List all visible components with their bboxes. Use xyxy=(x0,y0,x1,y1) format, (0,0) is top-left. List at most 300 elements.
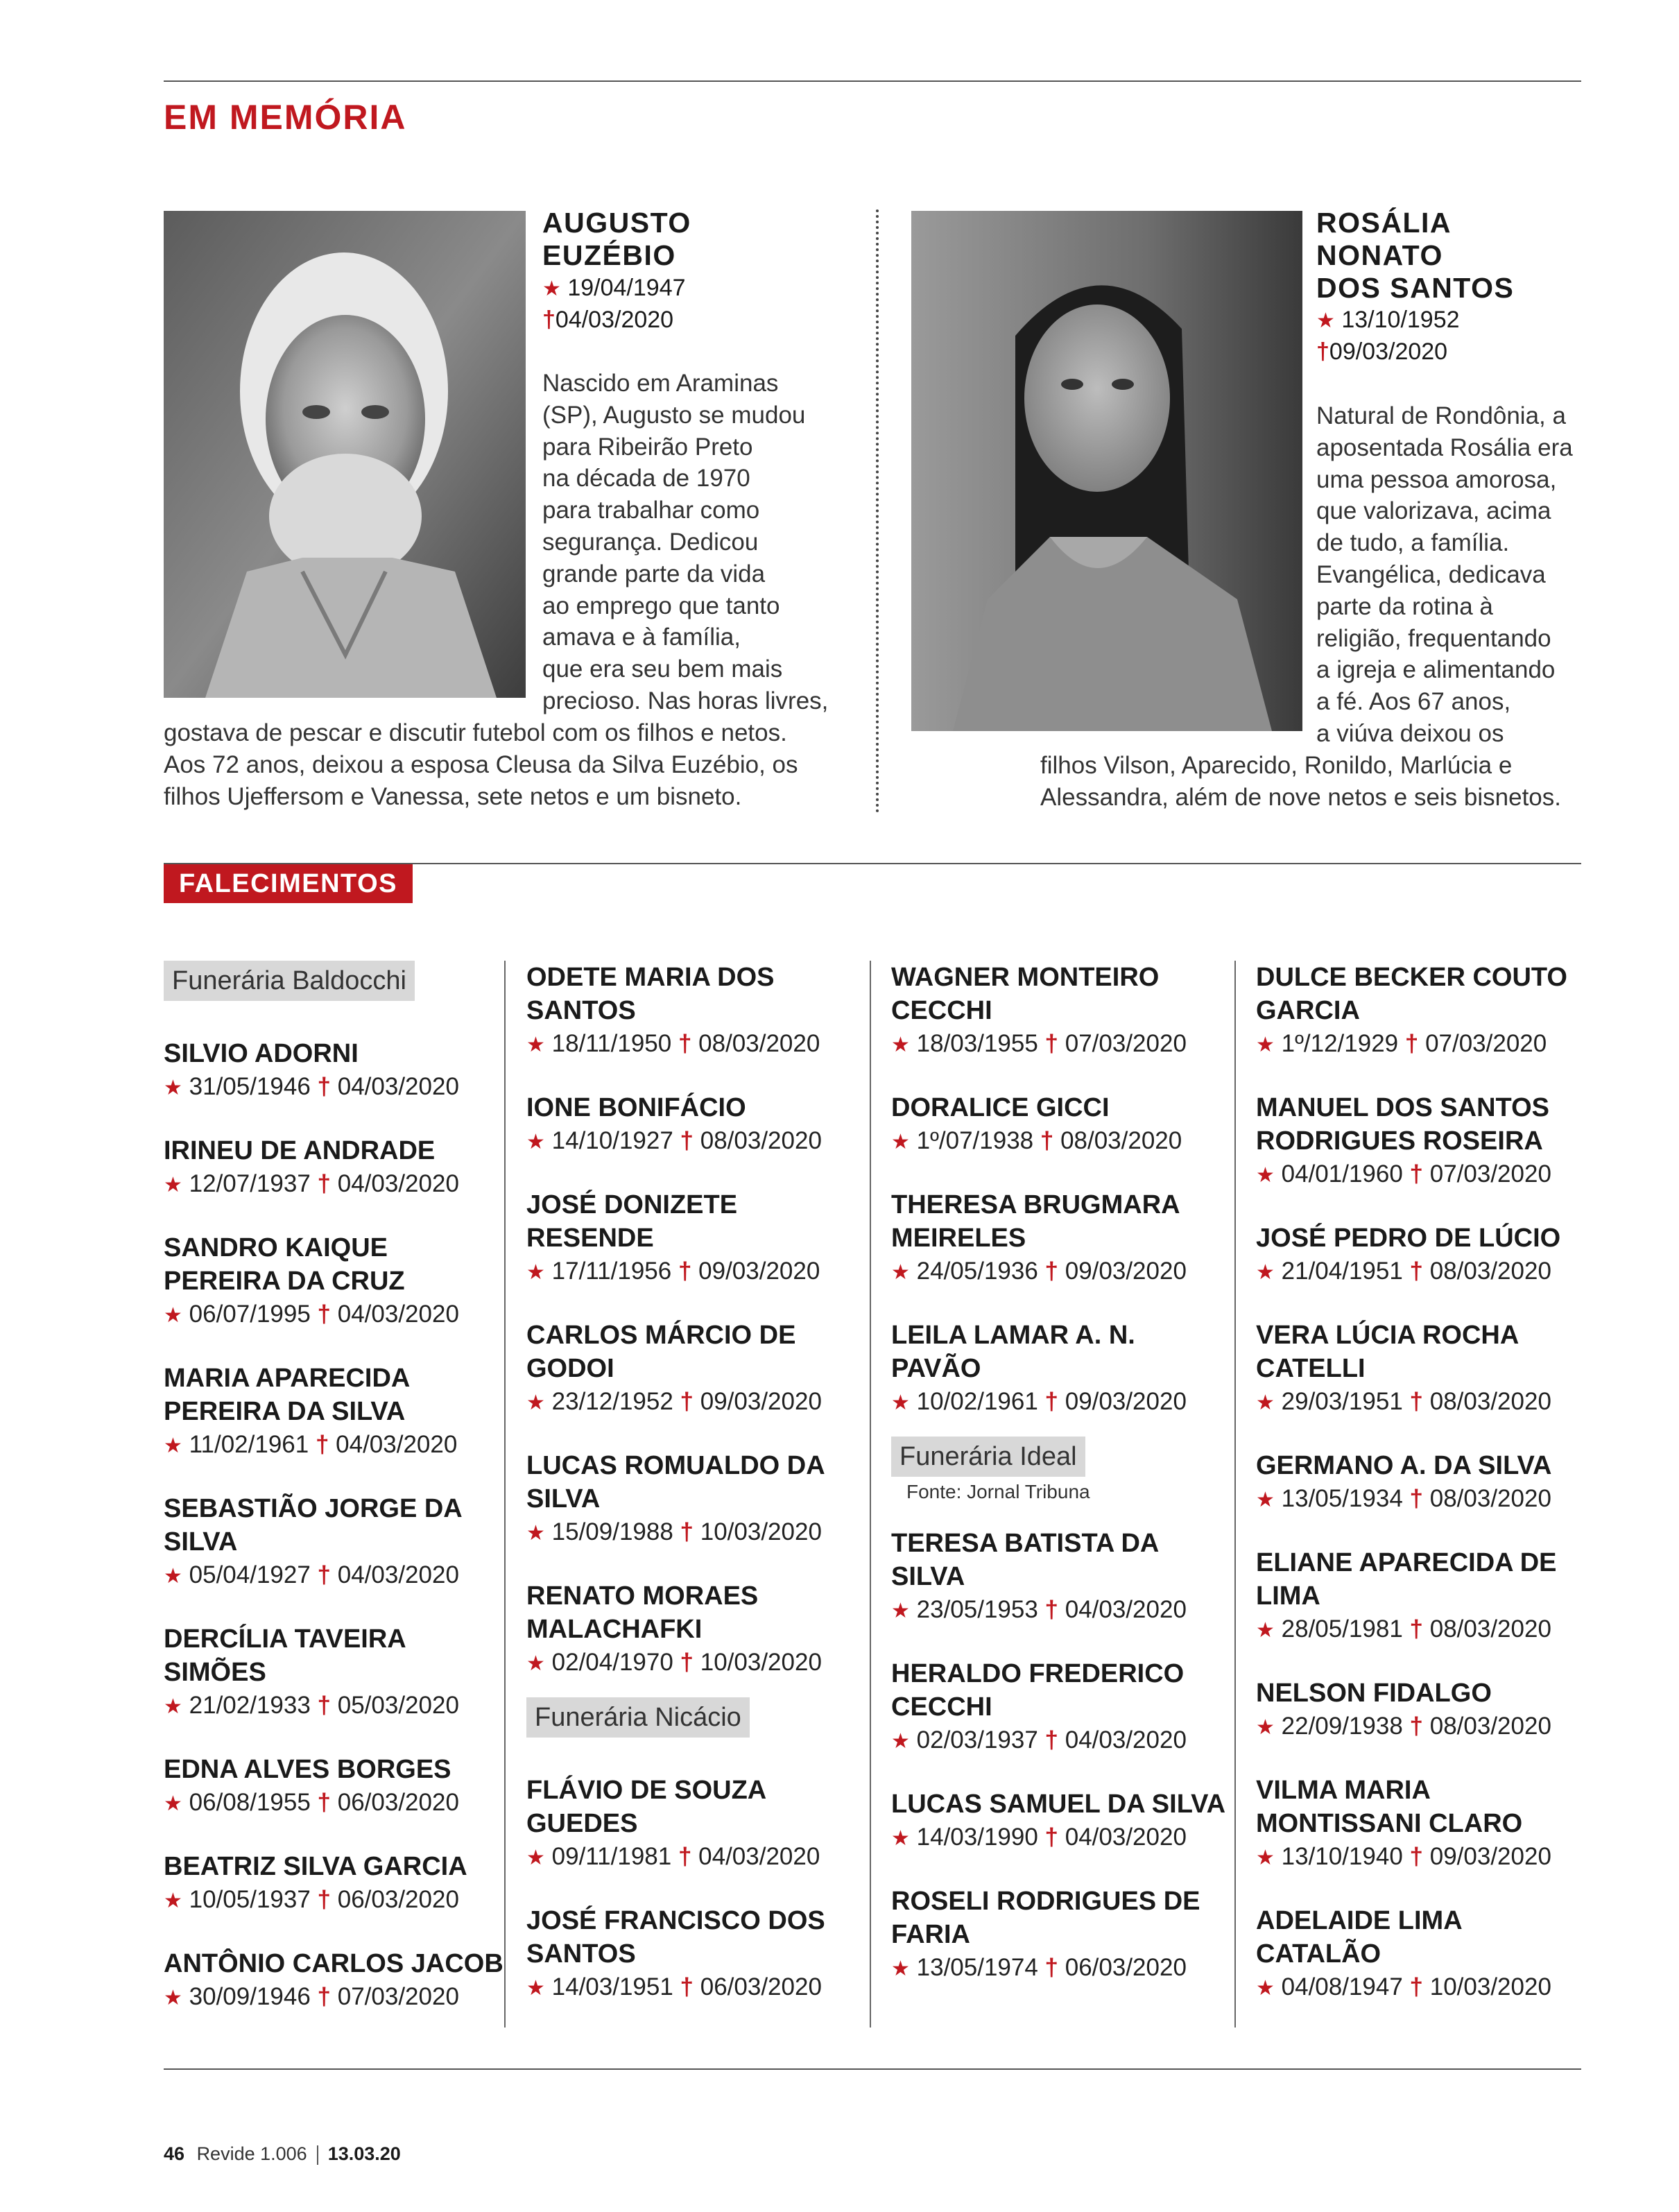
star-icon: ★ xyxy=(526,1131,545,1154)
death-notice xyxy=(1256,1904,1596,2005)
death-notice xyxy=(164,1362,503,1463)
star-icon: ★ xyxy=(164,1565,182,1588)
birth-date: 11/02/1961 xyxy=(189,1431,309,1458)
obituary-1-death-date: 04/03/2020 xyxy=(555,307,674,333)
dates xyxy=(891,1724,1231,1758)
cross-icon: † xyxy=(673,1518,700,1545)
dates xyxy=(891,1027,1231,1062)
falecimentos-column-4 xyxy=(1256,961,1596,2034)
death-notice xyxy=(526,1449,866,1550)
death-date: 04/03/2020 xyxy=(337,1301,459,1328)
deceased-name: HERALDO FREDERICO xyxy=(891,1659,1185,1688)
funeraria-label: Funerária Ideal xyxy=(891,1437,1085,1477)
column-divider-dotted xyxy=(876,209,879,813)
death-date: 08/03/2020 xyxy=(1429,1615,1551,1643)
death-notice xyxy=(891,1787,1231,1855)
dates xyxy=(164,1298,503,1332)
obituary-text-line: para trabalhar como xyxy=(542,497,760,524)
dates xyxy=(891,1593,1231,1628)
deceased-name: VILMA MARIA xyxy=(1256,1776,1431,1805)
birth-date: 31/05/1946 xyxy=(189,1073,311,1100)
dates xyxy=(526,1124,866,1159)
death-date: 08/03/2020 xyxy=(1060,1127,1182,1154)
star-icon: ★ xyxy=(164,1695,182,1718)
death-notice xyxy=(164,1622,503,1724)
star-icon: ★ xyxy=(164,1434,182,1457)
deceased-name: CECCHI xyxy=(891,1692,992,1722)
dates xyxy=(526,1516,866,1550)
cross-icon: † xyxy=(310,1983,338,2010)
dates xyxy=(526,1255,866,1289)
deceased-name: GERMANO A. DA SILVA xyxy=(1256,1451,1552,1480)
death-date: 04/03/2020 xyxy=(1065,1596,1187,1623)
cross-icon: † xyxy=(673,1388,700,1415)
funeraria-label: Funerária Nicácio xyxy=(526,1697,750,1738)
death-notice xyxy=(891,1527,1231,1628)
deceased-name: JOSÉ DONIZETE xyxy=(526,1190,738,1219)
death-notice xyxy=(1256,961,1596,1062)
footer-rule xyxy=(164,2068,1581,2070)
deceased-name: EDNA ALVES BORGES xyxy=(164,1755,451,1784)
deceased-name: RESENDE xyxy=(526,1224,654,1253)
obituary-text-line: aposentada Rosália era xyxy=(1316,434,1573,461)
cross-icon: † xyxy=(1402,1160,1430,1188)
dates xyxy=(1256,1613,1596,1647)
star-icon: ★ xyxy=(526,1034,545,1056)
birth-date: 18/03/1955 xyxy=(916,1030,1038,1057)
star-icon: ★ xyxy=(526,1261,545,1284)
obituary-2-name xyxy=(1316,207,1514,305)
birth-date: 14/03/1990 xyxy=(916,1824,1038,1851)
death-notice xyxy=(1256,1546,1596,1647)
obituary-text-line: uma pessoa amorosa, xyxy=(1316,465,1557,493)
death-notice xyxy=(526,1904,866,2005)
obituary-text-line: (SP), Augusto se mudou xyxy=(542,401,806,429)
birth-date: 23/12/1952 xyxy=(551,1388,673,1415)
death-notice xyxy=(891,1188,1231,1289)
dates xyxy=(526,1971,866,2005)
cross-icon: † xyxy=(1037,1726,1065,1754)
cross-icon: † xyxy=(310,1170,338,1197)
birth-date: 21/02/1933 xyxy=(189,1692,311,1719)
falecimentos-column-3 xyxy=(891,961,1231,2015)
star-icon: ★ xyxy=(164,1987,182,2009)
dates xyxy=(164,1883,503,1918)
birth-date: 28/05/1981 xyxy=(1281,1615,1403,1643)
birth-date: 1º/12/1929 xyxy=(1281,1030,1399,1057)
death-notice xyxy=(1256,1091,1596,1192)
death-date: 10/03/2020 xyxy=(700,1518,822,1545)
deceased-name: SILVA xyxy=(526,1484,601,1514)
cross-icon: † xyxy=(310,1301,338,1328)
death-notice xyxy=(1256,1774,1596,1875)
birth-date: 29/03/1951 xyxy=(1281,1388,1403,1415)
dates xyxy=(891,1255,1231,1289)
cross-icon: † xyxy=(1402,1713,1430,1740)
funeraria-label: Funerária Baldocchi xyxy=(164,961,415,1001)
dates xyxy=(891,1821,1231,1855)
death-notice xyxy=(526,1319,866,1420)
deceased-name: DERCÍLIA TAVEIRA xyxy=(164,1624,406,1654)
star-icon: ★ xyxy=(891,1957,910,1980)
cross-icon: † xyxy=(310,1692,338,1719)
deceased-name: FLÁVIO DE SOUZA xyxy=(526,1776,767,1805)
birth-date: 10/05/1937 xyxy=(189,1886,311,1913)
star-icon: ★ xyxy=(164,1304,182,1327)
death-date: 04/03/2020 xyxy=(336,1431,458,1458)
dates xyxy=(1256,1027,1596,1062)
deceased-name: MANUEL DOS SANTOS xyxy=(1256,1093,1549,1122)
star-icon: ★ xyxy=(526,1391,545,1414)
deceased-name: DULCE BECKER COUTO xyxy=(1256,963,1567,992)
death-notice xyxy=(526,961,866,1062)
deceased-name: SEBASTIÃO JORGE DA xyxy=(164,1494,463,1523)
deceased-name: SILVA xyxy=(164,1527,238,1557)
obituary-text-line: de tudo, a família. xyxy=(1316,529,1510,557)
cross-icon: † xyxy=(309,1431,336,1458)
death-notice xyxy=(1256,1319,1596,1420)
death-notice xyxy=(891,1885,1231,1986)
birth-date: 04/01/1960 xyxy=(1281,1160,1403,1188)
falecimentos-banner: FALECIMENTOS xyxy=(164,864,413,903)
deceased-name: GARCIA xyxy=(1256,996,1360,1025)
star-icon: ★ xyxy=(164,1889,182,1912)
obituary-text-line: precioso. Nas horas livres, xyxy=(542,687,829,714)
obituary-text-line: ao emprego que tanto xyxy=(542,592,780,619)
death-notice xyxy=(526,1579,866,1681)
star-icon: ★ xyxy=(1256,1489,1275,1511)
star-icon: ★ xyxy=(891,1730,910,1753)
birth-date: 22/09/1938 xyxy=(1281,1713,1403,1740)
obituary-text-line: a igreja e alimentando xyxy=(1316,656,1556,684)
deceased-name: DORALICE GICCI xyxy=(891,1093,1110,1122)
photo-rosalia-nonato-dos-santos xyxy=(911,211,1302,731)
column-separator xyxy=(1234,961,1236,2027)
birth-date: 02/03/1937 xyxy=(916,1726,1038,1754)
death-notice xyxy=(164,1753,503,1821)
obituary-2-birth-date: 13/10/1952 xyxy=(1341,307,1460,333)
obituary-1-name xyxy=(542,207,691,272)
cross-icon: † xyxy=(1398,1030,1426,1057)
obituary-text-line: para Ribeirão Preto xyxy=(542,433,753,461)
deceased-name: SILVIO ADORNI xyxy=(164,1039,359,1068)
deceased-name: MARIA APARECIDA xyxy=(164,1364,411,1393)
cross-icon: † xyxy=(673,1127,700,1154)
deceased-name: MEIRELES xyxy=(891,1224,1026,1253)
death-notice xyxy=(164,1037,503,1105)
dates xyxy=(1256,1971,1596,2005)
obituary-text-line: Alessandra, além de nove netos e seis bisnetos. xyxy=(1040,783,1561,811)
deceased-name: SIMÕES xyxy=(164,1658,266,1687)
obituary-text-line: a viúva deixou os xyxy=(1316,719,1504,747)
obituary-text-line: que valorizava, acima xyxy=(1316,497,1551,525)
cross-icon: † xyxy=(673,1973,700,2000)
birth-date: 30/09/1946 xyxy=(189,1983,311,2010)
obituary-2-death xyxy=(1316,336,1447,368)
death-date: 10/03/2020 xyxy=(700,1649,822,1676)
dates xyxy=(164,1167,503,1202)
dates xyxy=(526,1385,866,1420)
deceased-name: ROSELI RODRIGUES DE xyxy=(891,1887,1200,1916)
dates xyxy=(891,1124,1231,1159)
star-icon: ★ xyxy=(891,1391,910,1414)
star-icon: ★ xyxy=(891,1600,910,1622)
section-title: EM MEMÓRIA xyxy=(164,98,407,137)
deceased-name: MALACHAFKI xyxy=(526,1615,703,1644)
death-notice xyxy=(891,961,1231,1062)
star-icon: ★ xyxy=(891,1827,910,1850)
star-icon: ★ xyxy=(526,1846,545,1869)
dates xyxy=(164,1980,503,2015)
cross-icon: † xyxy=(1033,1127,1061,1154)
deceased-name: TERESA BATISTA DA xyxy=(891,1529,1160,1558)
deceased-name: CARLOS MÁRCIO DE xyxy=(526,1321,796,1350)
obituary-2-name-line-3: DOS SANTOS xyxy=(1316,272,1515,304)
deceased-name: THERESA BRUGMARA xyxy=(891,1190,1180,1219)
deceased-name: JOSÉ FRANCISCO DOS xyxy=(526,1906,825,1935)
deceased-name: IONE BONIFÁCIO xyxy=(526,1093,746,1122)
deceased-name: IRINEU DE ANDRADE xyxy=(164,1136,436,1165)
star-icon: ★ xyxy=(891,1034,910,1056)
birth-date: 13/05/1974 xyxy=(916,1954,1038,1981)
deceased-name: SANTOS xyxy=(526,1939,636,1969)
dates xyxy=(526,1840,866,1875)
obituary-text-line: na década de 1970 xyxy=(542,465,750,492)
cross-icon: † xyxy=(1402,1843,1430,1870)
obituary-1-birth xyxy=(542,272,686,305)
dates xyxy=(1256,1158,1596,1192)
deceased-name: VERA LÚCIA ROCHA xyxy=(1256,1321,1519,1350)
source-note: Fonte: Jornal Tribuna xyxy=(906,1481,1090,1502)
deceased-name: GODOI xyxy=(526,1354,614,1383)
cross-icon: † xyxy=(1402,1258,1430,1285)
deceased-name: RODRIGUES ROSEIRA xyxy=(1256,1126,1543,1156)
funeraria-heading xyxy=(526,1697,866,1738)
death-date: 07/03/2020 xyxy=(1429,1160,1551,1188)
deceased-name: ANTÔNIO CARLOS JACOB xyxy=(164,1949,503,1978)
dates xyxy=(164,1070,503,1105)
cross-icon: † xyxy=(673,1649,700,1676)
cross-icon: † xyxy=(1037,1596,1065,1623)
deceased-name: PAVÃO xyxy=(891,1354,981,1383)
cross-icon: † xyxy=(1316,338,1329,365)
deceased-name: PEREIRA DA SILVA xyxy=(164,1397,406,1426)
birth-date: 10/02/1961 xyxy=(916,1388,1038,1415)
death-notice xyxy=(526,1188,866,1289)
cross-icon: † xyxy=(1037,1824,1065,1851)
deceased-name: WAGNER MONTEIRO xyxy=(891,963,1160,992)
deceased-name: MONTISSANI CLARO xyxy=(1256,1809,1523,1838)
deceased-name: JOSÉ PEDRO DE LÚCIO xyxy=(1256,1224,1561,1253)
birth-date: 12/07/1937 xyxy=(189,1170,311,1197)
obituary-text-line: Evangélica, dedicava xyxy=(1316,560,1546,588)
obituary-1-birth-date: 19/04/1947 xyxy=(567,275,686,301)
deceased-name: SILVA xyxy=(891,1562,965,1591)
obituary-text-line: Nascido em Araminas xyxy=(542,370,779,397)
death-notice xyxy=(164,1492,503,1593)
death-date: 09/03/2020 xyxy=(1065,1258,1187,1285)
deceased-name: LUCAS SAMUEL DA SILVA xyxy=(891,1790,1226,1819)
death-date: 04/03/2020 xyxy=(1065,1824,1187,1851)
obituary-2-text-wide xyxy=(1040,750,1561,814)
birth-date: 06/07/1995 xyxy=(189,1301,311,1328)
star-icon: ★ xyxy=(1256,1619,1275,1642)
obituary-1-name-line-1: AUGUSTO xyxy=(542,207,691,239)
death-date: 07/03/2020 xyxy=(1425,1030,1547,1057)
death-date: 08/03/2020 xyxy=(1429,1388,1551,1415)
death-date: 07/03/2020 xyxy=(337,1983,459,2010)
star-icon: ★ xyxy=(164,1174,182,1197)
obituary-2-death-date: 09/03/2020 xyxy=(1329,338,1448,365)
death-date: 08/03/2020 xyxy=(1429,1485,1551,1512)
dates xyxy=(1256,1255,1596,1289)
death-date: 04/03/2020 xyxy=(337,1561,459,1588)
death-notice xyxy=(164,1947,503,2015)
dates xyxy=(164,1428,503,1463)
birth-date: 1º/07/1938 xyxy=(916,1127,1034,1154)
deceased-name: LIMA xyxy=(1256,1581,1320,1611)
death-date: 09/03/2020 xyxy=(1065,1388,1187,1415)
deceased-name: CATALÃO xyxy=(1256,1939,1381,1969)
falecimentos-column-2 xyxy=(526,961,866,2034)
photo-augusto-euzebio xyxy=(164,211,526,698)
star-icon: ★ xyxy=(1256,1977,1275,2000)
obituary-text-line: amava e à família, xyxy=(542,624,741,651)
dates xyxy=(164,1559,503,1593)
death-date: 08/03/2020 xyxy=(698,1030,820,1057)
birth-date: 21/04/1951 xyxy=(1281,1258,1403,1285)
obituary-text-line: Aos 72 anos, deixou a esposa Cleusa da Silva Euzébio, os xyxy=(164,751,798,778)
dates xyxy=(891,1951,1231,1986)
cross-icon: † xyxy=(671,1258,699,1285)
dates xyxy=(1256,1385,1596,1420)
star-icon: ★ xyxy=(526,1652,545,1675)
deceased-name: BEATRIZ SILVA GARCIA xyxy=(164,1852,467,1881)
death-date: 06/03/2020 xyxy=(337,1886,459,1913)
cross-icon: † xyxy=(310,1886,338,1913)
dates xyxy=(526,1027,866,1062)
funeraria-heading xyxy=(891,1437,1231,1503)
cross-icon: † xyxy=(671,1843,699,1870)
page-number: 46 xyxy=(164,2143,185,2164)
star-icon: ★ xyxy=(891,1131,910,1154)
death-date: 04/03/2020 xyxy=(337,1170,459,1197)
dates xyxy=(164,1786,503,1821)
star-icon: ★ xyxy=(542,277,561,300)
birth-date: 13/05/1934 xyxy=(1281,1485,1403,1512)
star-icon: ★ xyxy=(1256,1846,1275,1869)
star-icon: ★ xyxy=(526,1522,545,1545)
dates xyxy=(1256,1482,1596,1517)
birth-date: 14/10/1927 xyxy=(551,1127,673,1154)
column-separator xyxy=(504,961,506,2027)
death-notice xyxy=(891,1091,1231,1159)
death-date: 06/03/2020 xyxy=(1065,1954,1187,1981)
deceased-name: SANTOS xyxy=(526,996,636,1025)
dates xyxy=(1256,1840,1596,1875)
dates xyxy=(891,1385,1231,1420)
deceased-name: ELIANE APARECIDA DE xyxy=(1256,1548,1557,1577)
cross-icon: † xyxy=(1037,1258,1065,1285)
death-date: 04/03/2020 xyxy=(698,1843,820,1870)
death-date: 04/03/2020 xyxy=(337,1073,459,1100)
birth-date: 15/09/1988 xyxy=(551,1518,673,1545)
cross-icon: † xyxy=(1402,1973,1430,2000)
cross-icon: † xyxy=(1402,1388,1430,1415)
deceased-name: LUCAS ROMUALDO DA xyxy=(526,1451,825,1480)
death-notice xyxy=(891,1657,1231,1758)
star-icon: ★ xyxy=(1256,1391,1275,1414)
obituary-text-line: gostava de pescar e discutir futebol com os filhos e netos. xyxy=(164,719,787,746)
footer xyxy=(164,2143,401,2165)
obituary-text-line: filhos Ujeffersom e Vanessa, sete netos e um bisneto. xyxy=(164,782,742,810)
death-notice xyxy=(1256,1221,1596,1289)
death-notice xyxy=(164,1231,503,1332)
star-icon: ★ xyxy=(164,1077,182,1099)
death-date: 09/03/2020 xyxy=(698,1258,820,1285)
deceased-name: PEREIRA DA CRUZ xyxy=(164,1267,405,1296)
deceased-name: RENATO MORAES xyxy=(526,1581,759,1611)
birth-date: 06/08/1955 xyxy=(189,1789,311,1816)
birth-date: 05/04/1927 xyxy=(189,1561,311,1588)
birth-date: 13/10/1940 xyxy=(1281,1843,1403,1870)
deceased-name: NELSON FIDALGO xyxy=(1256,1679,1492,1708)
obituary-1-name-line-2: EUZÉBIO xyxy=(542,239,676,271)
star-icon: ★ xyxy=(164,1792,182,1815)
death-date: 06/03/2020 xyxy=(337,1789,459,1816)
cross-icon: † xyxy=(1402,1485,1430,1512)
obituary-text-line: grande parte da vida xyxy=(542,560,766,588)
death-notice xyxy=(164,1134,503,1202)
cross-icon: † xyxy=(310,1561,338,1588)
cross-icon: † xyxy=(310,1789,338,1816)
cross-icon: † xyxy=(310,1073,338,1100)
star-icon: ★ xyxy=(1256,1034,1275,1056)
top-rule xyxy=(164,80,1581,82)
death-date: 09/03/2020 xyxy=(1429,1843,1551,1870)
cross-icon: † xyxy=(1402,1615,1430,1643)
birth-date: 17/11/1956 xyxy=(551,1258,672,1285)
star-icon: ★ xyxy=(526,1977,545,2000)
funeraria-heading xyxy=(164,961,503,1001)
deceased-name: ODETE MARIA DOS xyxy=(526,963,775,992)
death-notice xyxy=(891,1319,1231,1420)
obituary-text-line: parte da rotina à xyxy=(1316,592,1493,620)
cross-icon: † xyxy=(1037,1388,1065,1415)
dates xyxy=(164,1689,503,1724)
star-icon: ★ xyxy=(891,1261,910,1284)
death-date: 07/03/2020 xyxy=(1065,1030,1187,1057)
obituary-2-name-line-2: NONATO xyxy=(1316,239,1443,271)
death-date: 08/03/2020 xyxy=(1429,1713,1551,1740)
birth-date: 18/11/1950 xyxy=(551,1030,672,1057)
star-icon: ★ xyxy=(1316,309,1335,332)
cross-icon: † xyxy=(542,307,556,333)
dates xyxy=(1256,1710,1596,1744)
death-notice xyxy=(526,1091,866,1159)
dates xyxy=(526,1646,866,1681)
death-notice xyxy=(164,1850,503,1918)
obituary-text-line: filhos Vilson, Aparecido, Ronildo, Marlúcia e xyxy=(1040,752,1513,779)
deceased-name: ADELAIDE LIMA xyxy=(1256,1906,1463,1935)
obituary-text-line: Natural de Rondônia, a xyxy=(1316,402,1566,429)
deceased-name: CATELLI xyxy=(1256,1354,1366,1383)
birth-date: 09/11/1981 xyxy=(551,1843,672,1870)
obituary-1-text-wide xyxy=(164,717,798,812)
death-date: 06/03/2020 xyxy=(700,1973,822,2000)
death-date: 09/03/2020 xyxy=(700,1388,822,1415)
magazine-issue: Revide 1.006 xyxy=(196,2143,307,2164)
